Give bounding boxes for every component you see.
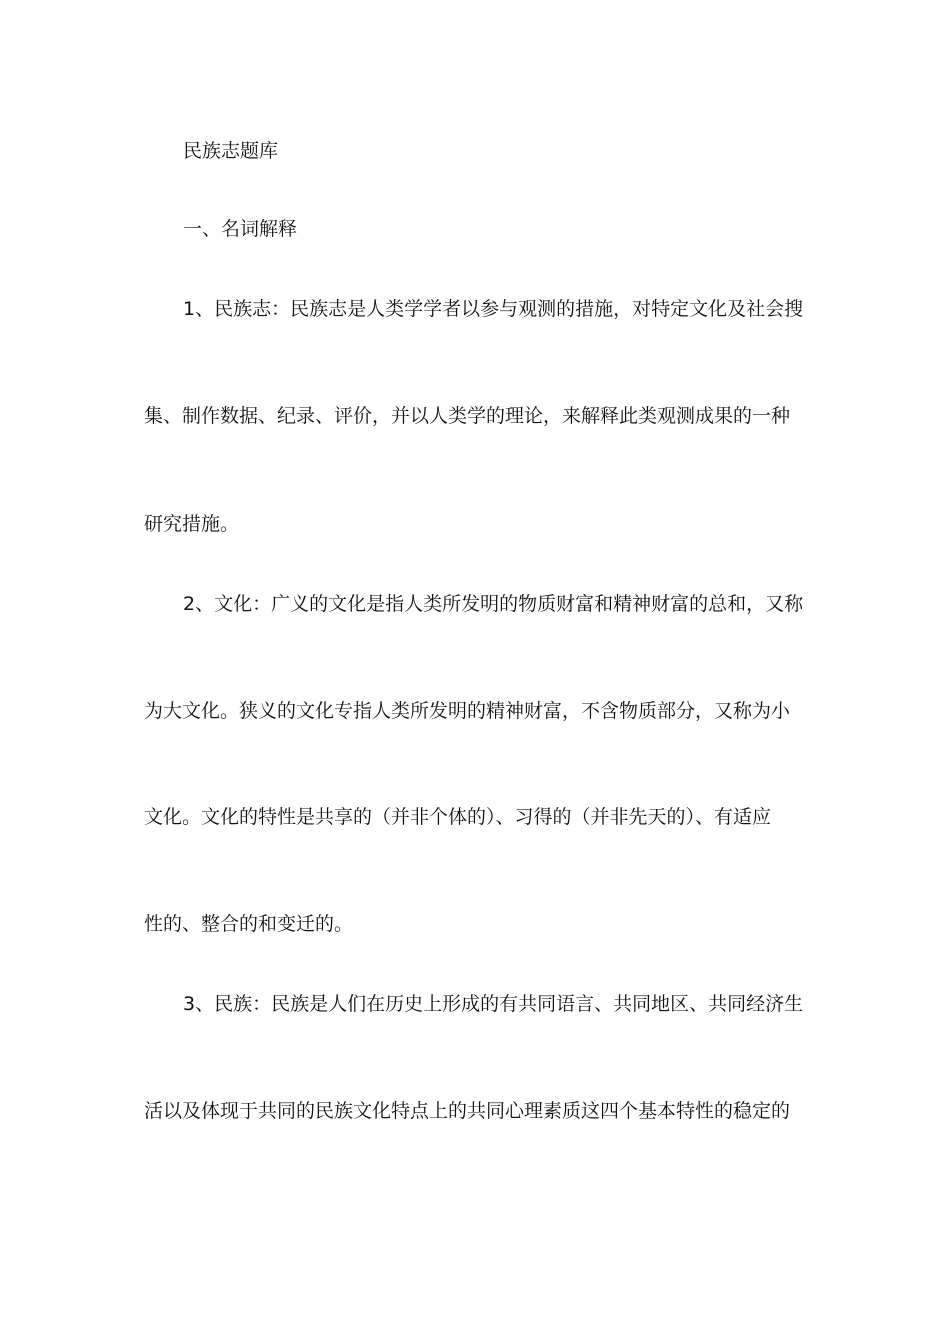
entry-2-line-3: 文化。文化的特性是共享的（并非个体的）、习得的（并非先天的）、有适应 xyxy=(144,806,772,828)
entry-3-line-2: 活以及体现于共同的民族文化特点上的共同心理素质这四个基本特性的稳定的 xyxy=(144,1100,791,1122)
entry-2-line-2: 为大文化。狭义的文化专指人类所发明的精神财富，不含物质部分，又称为小 xyxy=(144,700,791,722)
section-heading: 一、名词解释 xyxy=(183,218,298,240)
entry-1-line-1: 1、民族志：民族志是人类学学者以参与观测的措施，对特定文化及社会搜 xyxy=(183,298,804,320)
document-title: 民族志题库 xyxy=(183,140,279,162)
entry-2-line-1: 2、文化：广义的文化是指人类所发明的物质财富和精神财富的总和，又称 xyxy=(183,593,804,615)
entry-1-line-3: 研究措施。 xyxy=(144,513,240,535)
entry-2-line-4: 性的、整合的和变迁的。 xyxy=(144,913,354,935)
entry-1-line-2: 集、制作数据、纪录、评价，并以人类学的理论，来解释此类观测成果的一种 xyxy=(144,405,791,427)
entry-3-line-1: 3、民族：民族是人们在历史上形成的有共同语言、共同地区、共同经济生 xyxy=(183,993,804,1015)
